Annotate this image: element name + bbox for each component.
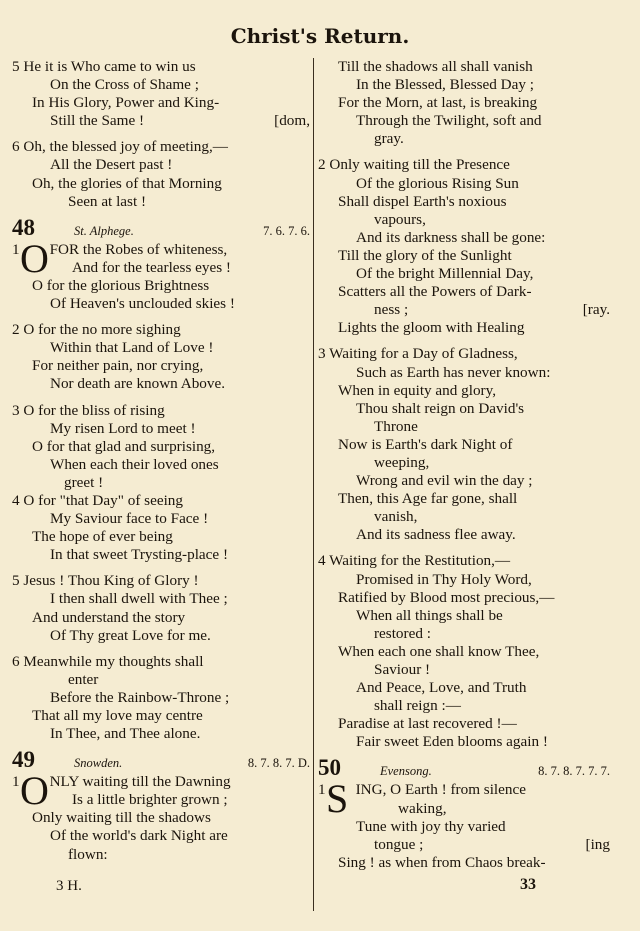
- verse-line: O for the glorious Brightness: [32, 276, 210, 294]
- verse-text: FOR the Robes of whiteness,: [49, 240, 228, 258]
- verse-line: For neither pain, nor crying,: [32, 357, 204, 375]
- verse-line: And for the tearless eyes !: [72, 258, 231, 276]
- left-column: [12, 58, 310, 864]
- stanza-gap: [12, 394, 310, 402]
- verse-line: shall reign :—: [374, 697, 461, 715]
- stanza-gap: [12, 313, 310, 321]
- verse-line: Of the bright Millennial Day,: [356, 265, 534, 283]
- verse-line: restored :: [374, 624, 431, 642]
- verse-number: 1: [12, 773, 20, 791]
- verse-line: Promised in Thy Holy Word,: [356, 570, 532, 588]
- stanza-gap: [12, 130, 310, 138]
- verse-line: In Thee, and Thee alone.: [50, 725, 201, 743]
- verse-text: ness ;: [374, 301, 409, 319]
- signature-mark: 3 H.: [56, 878, 82, 894]
- verse-line: 4 O for "that Day" of seeing: [12, 491, 183, 509]
- verse-line: Of Thy great Love for me.: [50, 626, 211, 644]
- verse-line: And understand the story: [32, 608, 186, 626]
- verse-line: When each their loved ones: [50, 455, 219, 473]
- verse-number: 1: [12, 240, 20, 258]
- verse-line: weeping,: [374, 453, 430, 471]
- stanza-gap: [12, 645, 310, 653]
- verse-line: My Saviour face to Face !: [50, 510, 209, 528]
- hymn-meter: 8. 7. 8. 7. D.: [247, 756, 310, 771]
- verse-line: And its sadness flee away.: [356, 526, 516, 544]
- hymn-number: 48: [12, 214, 35, 240]
- verse-line: Ratified by Blood most precious,—: [338, 588, 555, 606]
- stanza-gap: [318, 148, 610, 156]
- verse-line: 5 Jesus ! Thou King of Glory !: [12, 572, 199, 590]
- verse-line: Wrong and evil win the day ;: [356, 472, 533, 490]
- verse-line: Fair sweet Eden blooms again !: [356, 733, 548, 751]
- verse-line: Such as Earth has never known:: [356, 363, 551, 381]
- verse-line: enter: [68, 670, 99, 688]
- verse-line: Within that Land of Love !: [50, 339, 214, 357]
- verse-line: Before the Rainbow-Throne ;: [50, 688, 230, 706]
- verse-line: For the Morn, at last, is breaking: [338, 94, 538, 112]
- verse-line: Throne: [374, 417, 418, 435]
- verse-line: O for that glad and surprising,: [32, 437, 216, 455]
- page-number: 33: [520, 876, 536, 893]
- verse-line: 5 He it is Who came to win us: [12, 58, 196, 75]
- verse-line: 3 O for the bliss of rising: [12, 401, 165, 419]
- verse-line: [318, 301, 610, 319]
- verse-line: And Peace, Love, and Truth: [356, 679, 527, 697]
- drop-cap: O: [20, 235, 49, 281]
- verse-line: 6 Meanwhile my thoughts shall: [12, 652, 204, 670]
- verse-line: Oh, the glories of that Morning: [32, 174, 222, 192]
- verse-line: Tune with joy thy varied: [356, 817, 506, 835]
- hymn-tune: Evensong.: [380, 764, 432, 779]
- verse-line: Nor death are known Above.: [50, 375, 226, 393]
- hymn-meter: 8. 7. 8. 7. 7. 7.: [538, 764, 610, 779]
- turnover-text: [ray.: [582, 301, 610, 319]
- verse-line: [12, 112, 310, 130]
- verse-line: Shall dispel Earth's noxious: [338, 192, 507, 210]
- verse-text: NLY waiting till the Dawning: [49, 773, 231, 791]
- verse-line: Through the Twilight, soft and: [356, 112, 542, 130]
- verse-line: vapours,: [374, 210, 426, 228]
- verse-line: Now is Earth's dark Night of: [338, 435, 513, 453]
- drop-cap: O: [20, 768, 49, 814]
- verse-line: When each one shall know Thee,: [338, 642, 540, 660]
- verse-line: The hope of ever being: [32, 528, 173, 546]
- verse-line: All the Desert past !: [50, 156, 173, 174]
- verse-text: ING, O Earth ! from silence: [355, 781, 526, 799]
- turnover-text: [ing: [585, 835, 610, 853]
- verse-line: gray.: [374, 130, 404, 148]
- verse-line: I then shall dwell with Thee ;: [50, 590, 228, 608]
- hymn-tune: Snowden.: [74, 756, 123, 771]
- verse-line: My risen Lord to meet !: [50, 419, 196, 437]
- verse-text: Still the Same !: [50, 112, 145, 130]
- hymn-number: 50: [318, 755, 341, 781]
- verse-line: 6 Oh, the blessed joy of meeting,—: [12, 138, 228, 156]
- verse-line: Then, this Age far gone, shall: [338, 490, 518, 508]
- verse-line: In the Blessed, Blessed Day ;: [356, 76, 535, 94]
- verse-line: greet !: [64, 473, 104, 491]
- verse-line: 4 Waiting for the Restitution,—: [318, 552, 511, 570]
- verse-line: Till the shadows all shall vanish: [338, 58, 533, 75]
- hymn-number: 49: [12, 747, 35, 773]
- verse-line: Saviour !: [374, 661, 431, 678]
- verse-line: Of the glorious Rising Sun: [356, 174, 519, 192]
- verse-line: 2 O for the no more sighing: [12, 321, 181, 339]
- verse-line: In His Glory, Power and King-: [32, 94, 220, 112]
- stanza-gap: [318, 544, 610, 552]
- verse-line: Is a little brighter grown ;: [72, 791, 228, 809]
- verse-line: Seen at last !: [68, 192, 147, 210]
- verse-line: Of the world's dark Night are: [50, 827, 228, 845]
- hymn-header: [12, 215, 310, 239]
- verse-line: Of Heaven's unclouded skies !: [50, 295, 235, 313]
- right-column: [318, 58, 610, 872]
- hymn-header: [318, 755, 610, 779]
- hymn-meter: 7. 6. 7. 6.: [263, 223, 310, 238]
- verse-line: [318, 836, 610, 854]
- drop-cap: S: [326, 776, 349, 822]
- verse-line: 2 Only waiting till the Presence: [318, 156, 510, 174]
- column-divider: [313, 58, 314, 911]
- stanza-gap: [318, 337, 610, 345]
- verse-line: Thou shalt reign on David's: [356, 399, 525, 417]
- verse-line: 3 Waiting for a Day of Gladness,: [318, 345, 518, 363]
- stanza-gap: [12, 564, 310, 572]
- hymn-tune: St. Alphege.: [74, 223, 134, 238]
- verse-line: When in equity and glory,: [338, 381, 497, 399]
- verse-line: Scatters all the Powers of Dark-: [338, 283, 532, 301]
- verse-line: waking,: [398, 799, 447, 817]
- verse-line: Lights the gloom with Healing: [338, 319, 525, 337]
- verse-text: tongue ;: [374, 835, 424, 853]
- verse-line: vanish,: [374, 508, 418, 526]
- hymn-header: [12, 747, 310, 771]
- verse-line: Paradise at last recovered !—: [338, 715, 517, 733]
- verse-line: Sing ! as when from Chaos break-: [338, 853, 546, 871]
- verse-line: Only waiting till the shadows: [32, 809, 211, 827]
- verse-number: 1: [318, 781, 326, 799]
- verse-line: flown:: [68, 845, 108, 863]
- verse-line: On the Cross of Shame ;: [50, 76, 199, 94]
- page-title: Christ's Return.: [230, 24, 410, 48]
- verse-line: In that sweet Trysting-place !: [50, 546, 229, 564]
- verse-line: That all my love may centre: [32, 707, 203, 724]
- verse-line: When all things shall be: [356, 606, 503, 624]
- verse-line: Till the glory of the Sunlight: [338, 246, 512, 264]
- turnover-text: [dom,: [274, 112, 310, 130]
- verse-line: And its darkness shall be gone:: [356, 228, 546, 246]
